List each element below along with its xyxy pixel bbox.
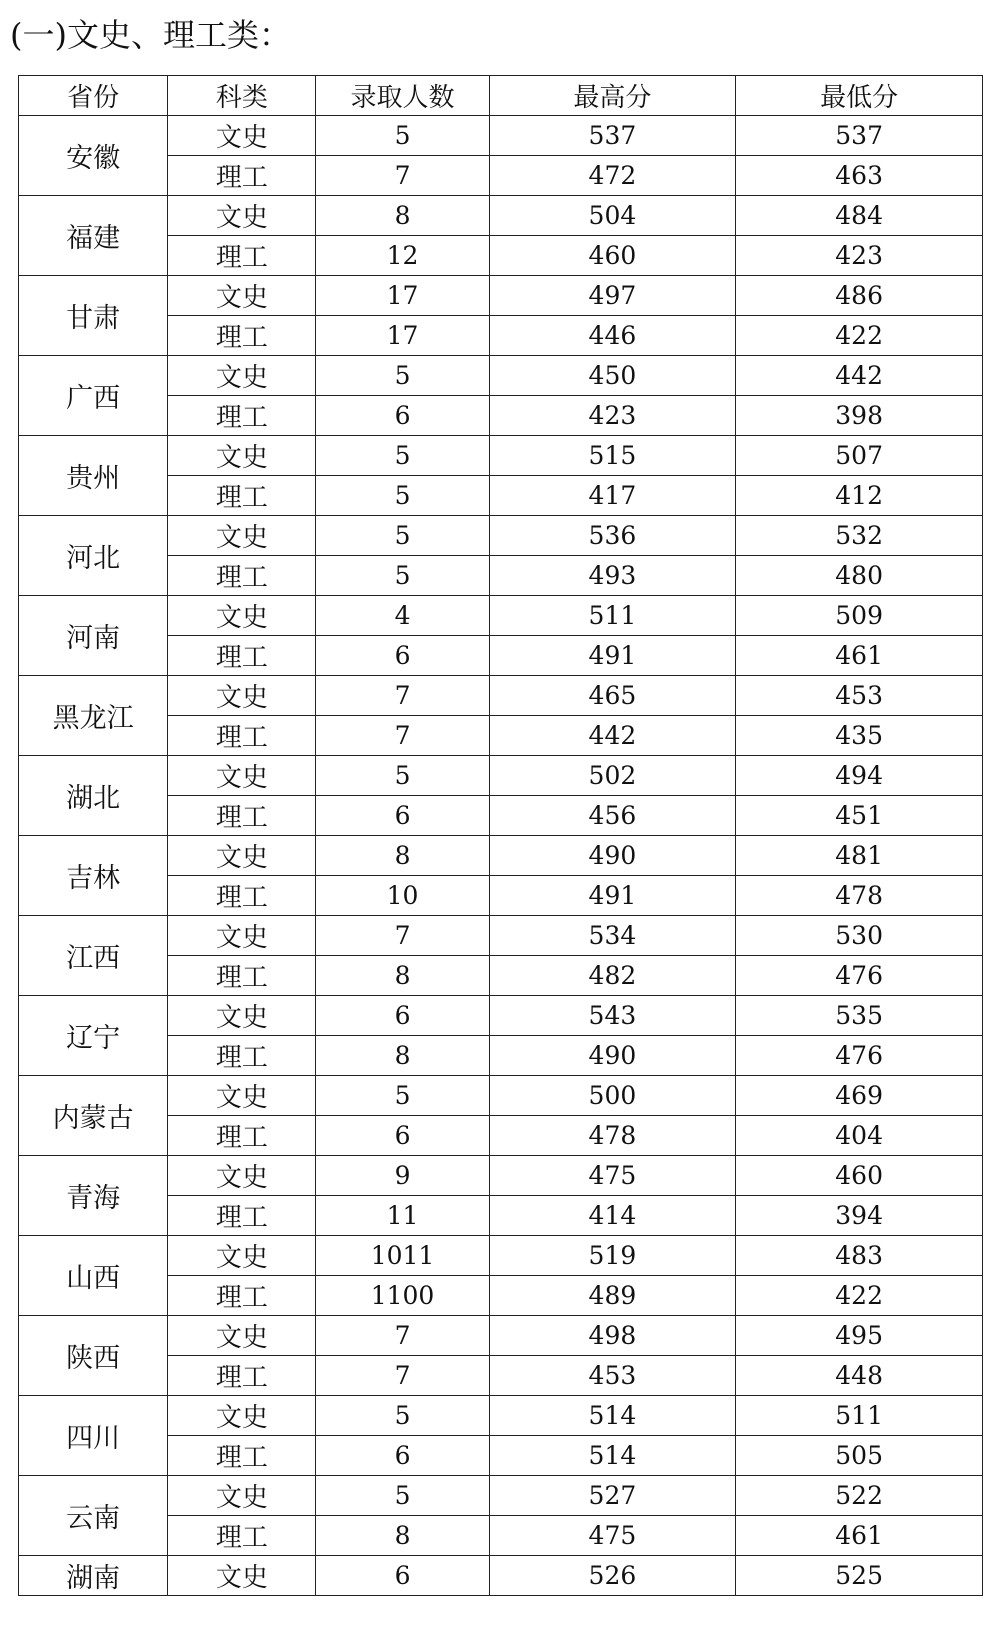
min-score-cell: 522 <box>736 1476 983 1516</box>
max-score-cell: 504 <box>489 196 736 236</box>
table-row <box>19 1156 983 1196</box>
min-score-cell: 422 <box>736 1276 983 1316</box>
min-score-cell: 505 <box>736 1436 983 1476</box>
max-score-cell: 502 <box>489 756 736 796</box>
admitted-count-cell: 7 <box>316 676 489 716</box>
admitted-count-cell: 5 <box>316 1476 489 1516</box>
max-score-cell: 460 <box>489 236 736 276</box>
min-score-cell: 478 <box>736 876 983 916</box>
admitted-count-cell: 5 <box>316 476 489 516</box>
province-cell: 广西 <box>19 356 168 436</box>
max-score-cell: 514 <box>489 1436 736 1476</box>
province-cell: 青海 <box>19 1156 168 1236</box>
province-cell: 云南 <box>19 1476 168 1556</box>
category-cell: 文史 <box>168 996 316 1036</box>
header-province: 省份 <box>19 76 168 116</box>
header-min-score: 最低分 <box>736 76 983 116</box>
min-score-cell: 461 <box>736 636 983 676</box>
max-score-cell: 450 <box>489 356 736 396</box>
max-score-cell: 453 <box>489 1356 736 1396</box>
table-row <box>19 516 983 556</box>
min-score-cell: 435 <box>736 716 983 756</box>
admitted-count-cell: 6 <box>316 1116 489 1156</box>
category-cell: 文史 <box>168 1156 316 1196</box>
province-cell: 甘肃 <box>19 276 168 356</box>
admitted-count-cell: 8 <box>316 956 489 996</box>
table-row <box>19 756 983 796</box>
max-score-cell: 511 <box>489 596 736 636</box>
min-score-cell: 423 <box>736 236 983 276</box>
category-cell: 文史 <box>168 916 316 956</box>
min-score-cell: 511 <box>736 1396 983 1436</box>
province-cell: 山西 <box>19 1236 168 1316</box>
category-cell: 理工 <box>168 1036 316 1076</box>
max-score-cell: 515 <box>489 436 736 476</box>
admitted-count-cell: 11 <box>316 1196 489 1236</box>
max-score-cell: 526 <box>489 1556 736 1596</box>
category-cell: 理工 <box>168 236 316 276</box>
admitted-count-cell: 17 <box>316 276 489 316</box>
min-score-cell: 481 <box>736 836 983 876</box>
max-score-cell: 490 <box>489 1036 736 1076</box>
table-row <box>19 996 983 1036</box>
max-score-cell: 414 <box>489 1196 736 1236</box>
admitted-count-cell: 8 <box>316 1516 489 1556</box>
table-row <box>19 1316 983 1356</box>
max-score-cell: 475 <box>489 1156 736 1196</box>
max-score-cell: 514 <box>489 1396 736 1436</box>
table-row <box>19 1556 983 1596</box>
province-cell: 河南 <box>19 596 168 676</box>
admitted-count-cell: 8 <box>316 836 489 876</box>
province-cell: 辽宁 <box>19 996 168 1076</box>
table-row <box>19 596 983 636</box>
admitted-count-cell: 7 <box>316 1356 489 1396</box>
max-score-cell: 472 <box>489 156 736 196</box>
admitted-count-cell: 6 <box>316 796 489 836</box>
category-cell: 理工 <box>168 876 316 916</box>
max-score-cell: 498 <box>489 1316 736 1356</box>
table-row <box>19 196 983 236</box>
min-score-cell: 460 <box>736 1156 983 1196</box>
header-row <box>19 76 983 116</box>
category-cell: 理工 <box>168 716 316 756</box>
category-cell: 理工 <box>168 1196 316 1236</box>
min-score-cell: 461 <box>736 1516 983 1556</box>
category-cell: 文史 <box>168 756 316 796</box>
table-row <box>19 916 983 956</box>
min-score-cell: 480 <box>736 556 983 596</box>
table-row <box>19 836 983 876</box>
category-cell: 理工 <box>168 1436 316 1476</box>
admitted-count-cell: 6 <box>316 1556 489 1596</box>
max-score-cell: 493 <box>489 556 736 596</box>
min-score-cell: 451 <box>736 796 983 836</box>
category-cell: 理工 <box>168 1276 316 1316</box>
max-score-cell: 537 <box>489 116 736 156</box>
min-score-cell: 535 <box>736 996 983 1036</box>
province-cell: 湖南 <box>19 1556 168 1596</box>
province-cell: 安徽 <box>19 116 168 196</box>
table-body <box>19 116 983 1596</box>
admitted-count-cell: 4 <box>316 596 489 636</box>
max-score-cell: 465 <box>489 676 736 716</box>
province-cell: 内蒙古 <box>19 1076 168 1156</box>
min-score-cell: 398 <box>736 396 983 436</box>
min-score-cell: 486 <box>736 276 983 316</box>
admitted-count-cell: 1011 <box>316 1236 489 1276</box>
table-row <box>19 276 983 316</box>
min-score-cell: 476 <box>736 956 983 996</box>
table-row <box>19 436 983 476</box>
admitted-count-cell: 5 <box>316 1396 489 1436</box>
province-cell: 贵州 <box>19 436 168 516</box>
max-score-cell: 489 <box>489 1276 736 1316</box>
max-score-cell: 456 <box>489 796 736 836</box>
min-score-cell: 394 <box>736 1196 983 1236</box>
category-cell: 文史 <box>168 676 316 716</box>
province-cell: 河北 <box>19 516 168 596</box>
max-score-cell: 475 <box>489 1516 736 1556</box>
category-cell: 文史 <box>168 1396 316 1436</box>
max-score-cell: 482 <box>489 956 736 996</box>
min-score-cell: 495 <box>736 1316 983 1356</box>
category-cell: 理工 <box>168 956 316 996</box>
category-cell: 文史 <box>168 1236 316 1276</box>
min-score-cell: 532 <box>736 516 983 556</box>
header-max-score: 最高分 <box>489 76 736 116</box>
table-header <box>19 76 983 116</box>
min-score-cell: 404 <box>736 1116 983 1156</box>
admitted-count-cell: 5 <box>316 556 489 596</box>
category-cell: 文史 <box>168 1316 316 1356</box>
province-cell: 江西 <box>19 916 168 996</box>
max-score-cell: 519 <box>489 1236 736 1276</box>
min-score-cell: 463 <box>736 156 983 196</box>
min-score-cell: 525 <box>736 1556 983 1596</box>
max-score-cell: 490 <box>489 836 736 876</box>
admitted-count-cell: 12 <box>316 236 489 276</box>
admitted-count-cell: 6 <box>316 1436 489 1476</box>
max-score-cell: 446 <box>489 316 736 356</box>
min-score-cell: 476 <box>736 1036 983 1076</box>
max-score-cell: 536 <box>489 516 736 556</box>
min-score-cell: 483 <box>736 1236 983 1276</box>
table-row <box>19 1076 983 1116</box>
category-cell: 理工 <box>168 556 316 596</box>
category-cell: 文史 <box>168 836 316 876</box>
category-cell: 文史 <box>168 436 316 476</box>
min-score-cell: 507 <box>736 436 983 476</box>
category-cell: 文史 <box>168 1556 316 1596</box>
min-score-cell: 469 <box>736 1076 983 1116</box>
admitted-count-cell: 8 <box>316 1036 489 1076</box>
category-cell: 理工 <box>168 316 316 356</box>
min-score-cell: 494 <box>736 756 983 796</box>
min-score-cell: 453 <box>736 676 983 716</box>
max-score-cell: 417 <box>489 476 736 516</box>
table-row <box>19 1396 983 1436</box>
min-score-cell: 530 <box>736 916 983 956</box>
admitted-count-cell: 17 <box>316 316 489 356</box>
category-cell: 文史 <box>168 356 316 396</box>
min-score-cell: 422 <box>736 316 983 356</box>
min-score-cell: 537 <box>736 116 983 156</box>
admitted-count-cell: 5 <box>316 436 489 476</box>
admitted-count-cell: 8 <box>316 196 489 236</box>
admitted-count-cell: 5 <box>316 756 489 796</box>
section-title: (一)文史、理工类： <box>10 16 291 54</box>
admitted-count-cell: 7 <box>316 1316 489 1356</box>
admitted-count-cell: 6 <box>316 996 489 1036</box>
max-score-cell: 423 <box>489 396 736 436</box>
admitted-count-cell: 1100 <box>316 1276 489 1316</box>
admitted-count-cell: 6 <box>316 636 489 676</box>
admitted-count-cell: 5 <box>316 356 489 396</box>
table-row <box>19 356 983 396</box>
category-cell: 文史 <box>168 116 316 156</box>
category-cell: 文史 <box>168 1476 316 1516</box>
category-cell: 理工 <box>168 1116 316 1156</box>
min-score-cell: 412 <box>736 476 983 516</box>
header-admitted: 录取人数 <box>316 76 489 116</box>
category-cell: 理工 <box>168 1356 316 1396</box>
province-cell: 福建 <box>19 196 168 276</box>
category-cell: 理工 <box>168 1516 316 1556</box>
province-cell: 湖北 <box>19 756 168 836</box>
category-cell: 文史 <box>168 196 316 236</box>
table-row <box>19 1476 983 1516</box>
admitted-count-cell: 7 <box>316 156 489 196</box>
admitted-count-cell: 7 <box>316 916 489 956</box>
province-cell: 陕西 <box>19 1316 168 1396</box>
category-cell: 文史 <box>168 1076 316 1116</box>
admitted-count-cell: 10 <box>316 876 489 916</box>
max-score-cell: 491 <box>489 636 736 676</box>
min-score-cell: 442 <box>736 356 983 396</box>
table-row <box>19 676 983 716</box>
admitted-count-cell: 9 <box>316 1156 489 1196</box>
province-cell: 吉林 <box>19 836 168 916</box>
min-score-cell: 484 <box>736 196 983 236</box>
max-score-cell: 442 <box>489 716 736 756</box>
category-cell: 理工 <box>168 476 316 516</box>
admitted-count-cell: 5 <box>316 116 489 156</box>
category-cell: 文史 <box>168 276 316 316</box>
category-cell: 理工 <box>168 636 316 676</box>
min-score-cell: 448 <box>736 1356 983 1396</box>
max-score-cell: 491 <box>489 876 736 916</box>
admitted-count-cell: 6 <box>316 396 489 436</box>
category-cell: 理工 <box>168 396 316 436</box>
table-row <box>19 116 983 156</box>
table-row <box>19 1236 983 1276</box>
category-cell: 文史 <box>168 516 316 556</box>
max-score-cell: 543 <box>489 996 736 1036</box>
admitted-count-cell: 5 <box>316 1076 489 1116</box>
max-score-cell: 534 <box>489 916 736 956</box>
province-cell: 黑龙江 <box>19 676 168 756</box>
province-cell: 四川 <box>19 1396 168 1476</box>
category-cell: 理工 <box>168 156 316 196</box>
category-cell: 理工 <box>168 796 316 836</box>
max-score-cell: 500 <box>489 1076 736 1116</box>
admissions-table <box>18 75 983 1596</box>
min-score-cell: 509 <box>736 596 983 636</box>
admitted-count-cell: 7 <box>316 716 489 756</box>
max-score-cell: 497 <box>489 276 736 316</box>
max-score-cell: 527 <box>489 1476 736 1516</box>
category-cell: 文史 <box>168 596 316 636</box>
admitted-count-cell: 5 <box>316 516 489 556</box>
header-category: 科类 <box>168 76 316 116</box>
max-score-cell: 478 <box>489 1116 736 1156</box>
